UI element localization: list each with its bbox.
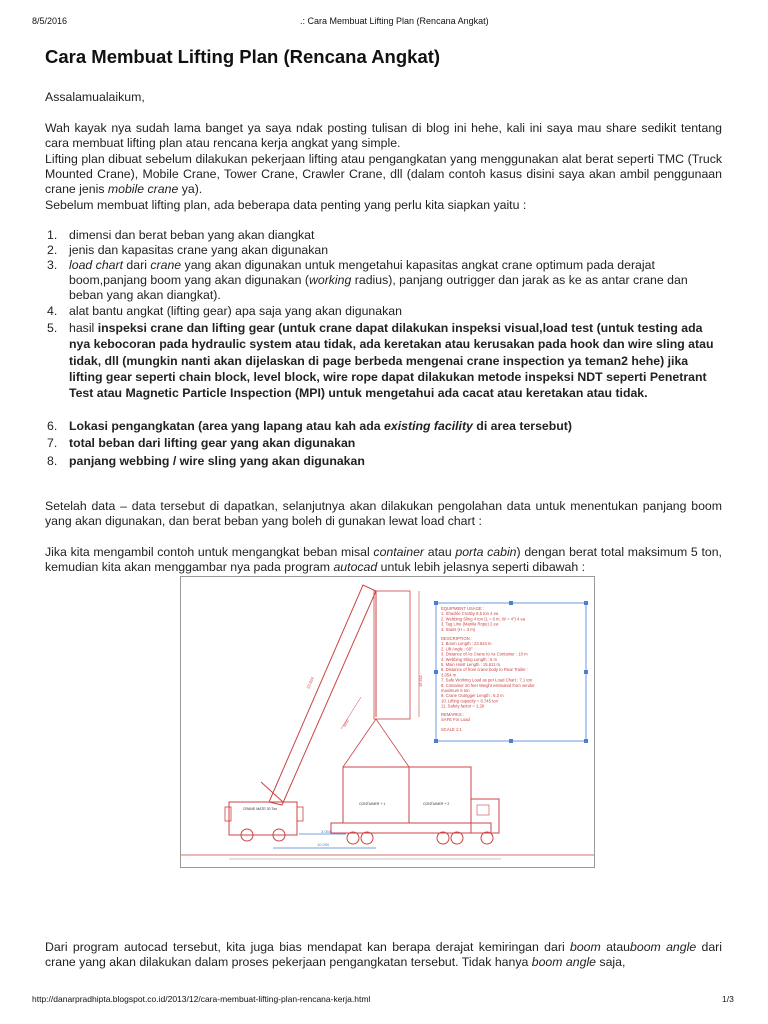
hoist-block [374, 591, 410, 719]
equipment-line: 3. Tag Line (Manila Rope) 2 ea [441, 621, 499, 627]
description-line: 4. Webbing Sling Length : 6 m [441, 656, 498, 662]
grip-handle [434, 739, 438, 743]
list-item: 5. hasil inspeksi crane dan lifting gear (untuk crane dapat dilakukan inspeksi visual,load test (untuk testing ada nya kebocoran pada hydraulic system atau tidak, ada keretakan atau kerusakan pada hook dan wire sling atau tidak, dll (mungkin nanti akan dijelaskan di page berbeda mengenai crane inspection ya teman2 hehe) jika lifting gear seperti chain block, level block, wire rope dapat dilakukan metode inspeksi NDT seperti Penetrant Test atau Magnetic Particle Inspection (MPI) untuk mengetahui ada cacat atau keretakan atau tidak. [47, 321, 714, 401]
intro-paragraph-1: Wah kayak nya sudah lama banget ya saya ndak posting tulisan di blog ini hehe, kali ini saya mau share sedikit tentang cara membuat lifting plan atau rencana kerja angkat yang simple. [45, 121, 722, 150]
description-line: 5. Main Hoist Length : 15.611 m [441, 662, 501, 667]
container-2 [409, 767, 471, 823]
list-item: 4. alat bantu angkat (lifting gear) apa saja yang akan digunakan [47, 304, 402, 318]
trailer-deck [331, 823, 491, 833]
container-2-label: CONTAINER + 2 [423, 802, 450, 806]
list-item: 1. dimensi dan berat beban yang akan diangkat [47, 228, 315, 242]
drawing-canvas [181, 577, 594, 867]
distance-dim-2: 10.000 [317, 842, 330, 847]
trailer-cab [471, 799, 499, 833]
sling-left [343, 719, 376, 767]
list-item: 7. total beban dari lifting gear yang akan digunakan [47, 436, 356, 450]
print-date: 8/5/2016 [32, 16, 68, 26]
crane-outrigger [297, 807, 303, 821]
description-line: 6. Distance of from crane body to Rear Trailer : [441, 667, 529, 673]
list-item: 8. panjang webbing / wire sling yang akan digunakan [47, 454, 365, 468]
greeting: Assalamualaikum, [45, 90, 145, 104]
intro-paragraph-2: Lifting plan dibuat sebelum dilakukan pekerjaan lifting atau pengangkatan yang menggunakan alat berat seperti TMC (Truck Mounted Crane), Mobile Crane, Tower Crane, Crawler Crane, dll (dalam contoh kasus disini saya akan ambil penggunaan crane jenis mobile crane ya). [45, 152, 722, 196]
description-line: 11. Safety factor = 1.29 [441, 703, 485, 709]
remarks-line: SAFE For Load [441, 717, 470, 722]
equipment-title: EQUIPMENT USAGE : [441, 606, 484, 611]
crane-boom [269, 585, 376, 805]
remarks-title: REMARKS : [441, 711, 465, 717]
footer-page-number: 1/3 [722, 994, 734, 1004]
sling-right [376, 719, 409, 767]
distance-dim-1: 3.054 [321, 829, 332, 834]
article-title: Cara Membuat Lifting Plan (Rencana Angkat) [45, 46, 441, 67]
description-line: 9. Crane Outrigger Length : 6.3 m [441, 693, 504, 699]
trailer-cab-window [477, 805, 489, 815]
container-1-label: CONTAINER + 1 [359, 802, 386, 806]
grip-handle [509, 739, 513, 743]
lifting-plan-drawing [180, 576, 595, 868]
description-line: 1. Boom Length : 23.624 m [441, 641, 492, 647]
grip-handle [509, 601, 513, 605]
body-paragraph: Dari program autocad tersebut, kita juga bias mendapat kan berapa derajat kemiringan dari boom atauboom angle dari crane yang akan dilakukan dalam proses pekerjaan pengangkatan tersebut. Tidak hanya boom angle saja, [45, 940, 723, 969]
list-item: 3. load chart dari crane yang akan digunakan untuk mengetahui kapasitas angkat crane optimum pada derajat boom,panjang boom yang akan digunakan (working radius), panjang outrigger dan jarak as ke as antar crane dan beban yang akan diangkat). [47, 258, 688, 302]
grip-handle [584, 739, 588, 743]
scale-label: SCALE 1:1 [441, 727, 462, 732]
grip-handle [584, 601, 588, 605]
description-title: DESCRIPTION : [441, 636, 472, 641]
trailer-wheel [361, 832, 373, 844]
grip-handle [434, 670, 438, 674]
boom-length-dim: 23.624 [305, 676, 315, 690]
description-line: 7. Safe Working Load as per Load Chart : 7.1 ton [441, 677, 533, 683]
info-text-group [441, 606, 535, 732]
body-paragraph: Jika kita mengambil contoh untuk mengangkat beban misal container atau porta cabin) dengan berat total maksimum 5 ton, kemudian kita akan menggambar nya pada program autocad untuk lebih jelasnya seperti dibawah : [45, 545, 722, 574]
description-line: 3. Distance of As Crane to As Container : 10 m [441, 651, 528, 657]
description-line: 3.054 m [441, 672, 457, 678]
intro-paragraph-3: Sebelum membuat lifting plan, ada beberapa data penting yang perlu kita siapkan yaitu : [45, 198, 527, 212]
description-line: 2. Lift Angle : 60° [441, 646, 473, 652]
grip-handle [584, 670, 588, 674]
equipment-line: 2. Webbing Sling 4 ton (L = 6 m, W = 4") 4 ea [441, 616, 526, 622]
sling-dim: 6000 [342, 718, 350, 728]
body-paragraph: Setelah data – data tersebut di dapatkan, selanjutnya akan dilakukan pengolahan data untuk menentukan panjang boom yang akan digunakan, dan berat beban yang boleh di gunakan lewat load chart : [45, 499, 722, 528]
boom-cylinder [261, 782, 283, 802]
trailer-wheel [481, 832, 493, 844]
hoist-length-dim: 15.611 [418, 675, 423, 687]
trailer-wheel [347, 832, 359, 844]
trailer-wheel [437, 832, 449, 844]
description-line: 8. Container 20 feet Weight estimated from vendor [441, 682, 535, 688]
container-1 [343, 767, 409, 823]
trailer-wheel [451, 832, 463, 844]
footer-url[interactable]: http://danarpradhipta.blogspot.co.id/2013/12/cara-membuat-lifting-plan-rencana-kerja.html [32, 994, 371, 1004]
equipment-line: 4. Stairs (H = 3 m) [441, 626, 476, 632]
equipment-line: 1. Shackle Crosby 8,5 ton 4 ea [441, 611, 499, 617]
description-line: maximum 5 ton [441, 688, 470, 693]
print-page-title: .: Cara Membuat Lifting Plan (Rencana Angkat) [300, 16, 489, 26]
description-line: 10. Lifting capacity = 6.745 ton [441, 698, 498, 704]
list-item: 2. jenis dan kapasitas crane yang akan digunakan [47, 243, 329, 257]
list-item: 6. Lokasi pengangkatan (area yang lapang atau kah ada existing facility di area tersebut) [47, 419, 572, 433]
crane-label: CRANE MATE 30 Ton [243, 807, 278, 811]
crane-outrigger [225, 807, 231, 821]
grip-handle [434, 601, 438, 605]
